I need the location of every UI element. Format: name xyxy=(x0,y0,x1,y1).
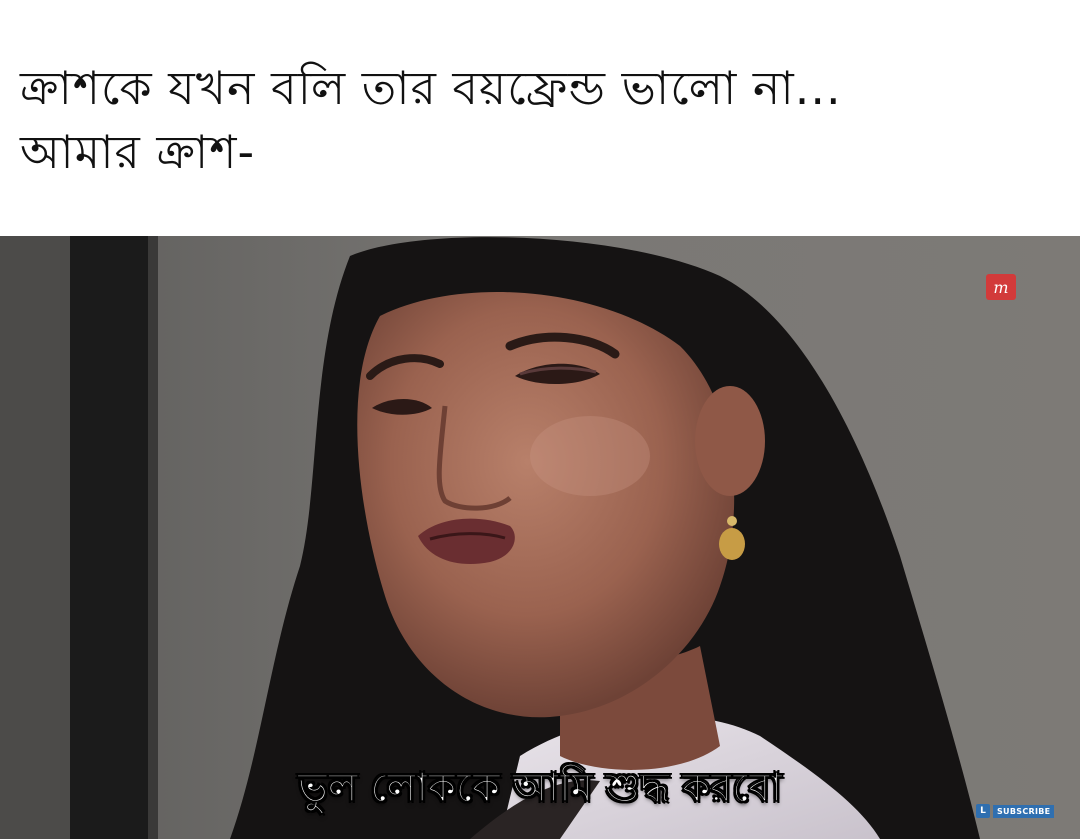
subscribe-label: SUBSCRIBE xyxy=(993,805,1054,818)
video-subtitle: ভুল লোককে আমি শুদ্ধ করবো xyxy=(297,765,783,811)
video-frame xyxy=(0,236,1080,839)
caption-line-2: আমার ক্রাশ- xyxy=(20,125,256,179)
subscribe-badge[interactable] xyxy=(976,800,1054,822)
channel-logo-icon: m xyxy=(986,274,1016,300)
caption-line-1: ক্রাশকে যখন বলি তার বয়ফ্রেন্ড ভালো না... xyxy=(20,61,842,115)
subscribe-icon: L xyxy=(976,804,990,818)
video-still-illustration xyxy=(0,236,1080,839)
meme-caption xyxy=(0,0,1080,236)
